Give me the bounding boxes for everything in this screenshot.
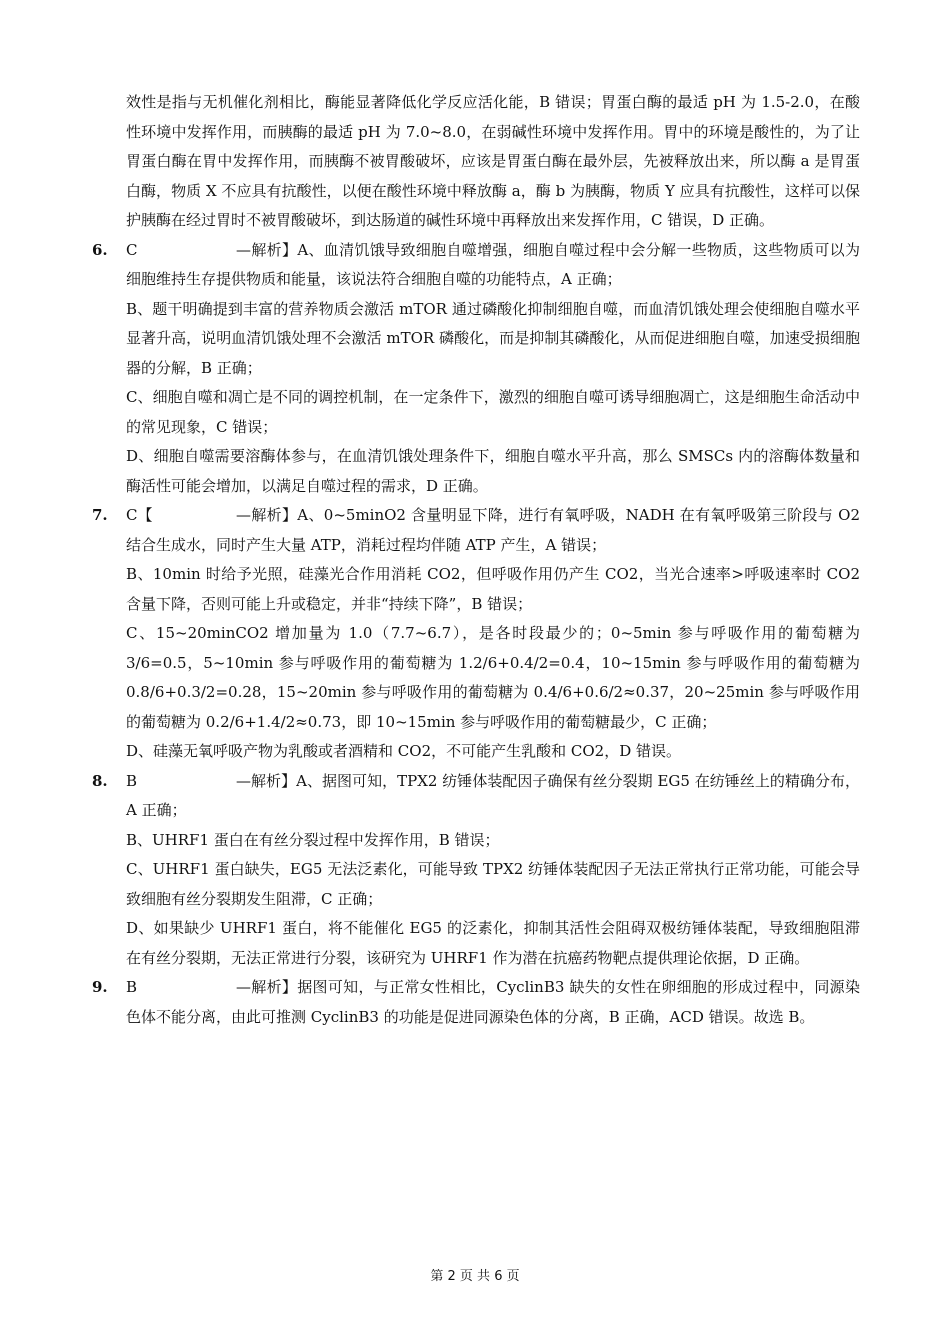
explanation-b: B、10min 时给予光照，硅藻光合作用消耗 CO2，但呼吸作用仍产生 CO2，当光合速率>呼吸速率时 CO2 含量下降，否则可能上升或稳定，并非“持续下降”，B 错误； [126,565,860,613]
question-6 [92,236,860,502]
explanation-d: D、如果缺少 UHRF1 蛋白，将不能催化 EG5 的泛素化，抑制其活性会阻碍双极纺锤体装配，导致细胞阻滞在有丝分裂期，无法正常进行分裂，该研究为 UHRF1 作为潜在抗癌药物靶点提供理论依据，D 正确。 [126,919,860,967]
question-9 [92,973,860,1032]
explanation-a: —解析】A、据图可知，TPX2 纺锤体装配因子确保有丝分裂期 EG5 在纺锤丝上的精确分布，A 正确； [126,771,860,819]
explanation-a: —解析】A、血清饥饿导致细胞自噬增强，细胞自噬过程中会分解一些物质，这些物质可以为细胞维持生存提供物质和能量，该说法符合细胞自噬的功能特点，A 正确； [126,240,860,288]
question-7 [92,501,860,767]
explanation-c: C、UHRF1 蛋白缺失，EG5 无法泛素化，可能导致 TPX2 纺锤体装配因子无法正常执行正常功能，可能会导致细胞有丝分裂期发生阻滞，C 正确； [126,860,860,908]
explanation-d: D、硅藻无氧呼吸产物为乳酸或者酒精和 CO2，不可能产生乳酸和 CO2，D 错误。 [126,742,681,760]
question-lead [92,973,860,1032]
page-footer: 第 2 页 共 6 页 [430,1269,520,1284]
question-8 [92,767,860,974]
explanation-text: —解析】据图可知，与正常女性相比，CyclinB3 缺失的女性在卵细胞的形成过程中，同源染色体不能分离，由此可推测 CyclinB3 的功能是促进同源染色体的分离，B 正确，ACD 错误。故选 B。 [126,978,860,1026]
answer-letter: C【 [126,506,153,524]
question-lead [92,236,860,295]
question-number: 6. [92,240,108,259]
question-lead [92,767,860,826]
question-lead [92,501,860,560]
explanation-b: B、题干明确提到丰富的营养物质会激活 mTOR 通过磷酸化抑制细胞自噬，而血清饥饿处理会使细胞自噬水平显著升高，说明血清饥饿处理不会激活 mTOR 磷酸化，而是抑制其磷酸化，从而促进细胞自噬，加速受损细胞器的分解，B 正确； [126,299,860,377]
answer-letter: C [126,240,138,259]
question-number: 9. [92,978,108,996]
answer-content [92,88,860,1032]
explanation-a: —解析】A、0~5minO2 含量明显下降，进行有氧呼吸，NADH 在有氧呼吸第三阶段与 O2 结合生成水，同时产生大量 ATP，消耗过程均伴随 ATP 产生，A 错误； [126,506,860,554]
question-number: 7. [92,506,108,524]
answer-letter: B [126,978,138,996]
intro-paragraph: 效性是指与无机催化剂相比，酶能显著降低化学反应活化能，B 错误；胃蛋白酶的最适 pH 为 1.5-2.0，在酸性环境中发挥作用，而胰酶的最适 pH 为 7.0~8.0，在弱碱性环境中发挥作用。胃中的环境是酸性的，为了让胃蛋白酶在胃中发挥作用，而胰酶不被胃酸破坏，应该是胃蛋白酶在最外层，先被释放出来，所以酶 a 是胃蛋白酶，物质 X 不应具有抗酸性，以便在酸性环境中释放酶 a，酶 b 为胰酶，物质 Y 应具有抗酸性，这样可以保护胰酶在经过胃时不被胃酸破坏，到达肠道的碱性环境中再释放出来发挥作用，C 错误，D 正确。 [126,93,860,229]
question-number: 8. [92,771,108,790]
answer-letter: B [126,771,138,790]
explanation-b: B、UHRF1 蛋白在有丝分裂过程中发挥作用，B 错误； [126,830,500,849]
explanation-c: C、15~20minCO2 增加量为 1.0（7.7~6.7），是各时段最少的；0~5min 参与呼吸作用的葡萄糖为 3/6=0.5，5~10min 参与呼吸作用的葡萄糖为 1.2/6+0.4/2=0.4，10~15min 参与呼吸作用的葡萄糖为 0.8/6+0.3/2=0.28，15~20min 参与呼吸作用的葡萄糖为 0.4/6+0.6/2≈0.37，20~25min 参与呼吸作用的葡萄糖为 0.2/6+1.4/2≈0.73，即 10~15min 参与呼吸作用的葡萄糖最少，C 正确； [126,624,860,731]
explanation-d: D、细胞自噬需要溶酶体参与，在血清饥饿处理条件下，细胞自噬水平升高，那么 SMSCs 内的溶酶体数量和酶活性可能会增加，以满足自噬过程的需求，D 正确。 [126,447,860,495]
explanation-c: C、细胞自噬和凋亡是不同的调控机制，在一定条件下，激烈的细胞自噬可诱导细胞凋亡，这是细胞生命活动中的常见现象，C 错误； [126,388,860,436]
